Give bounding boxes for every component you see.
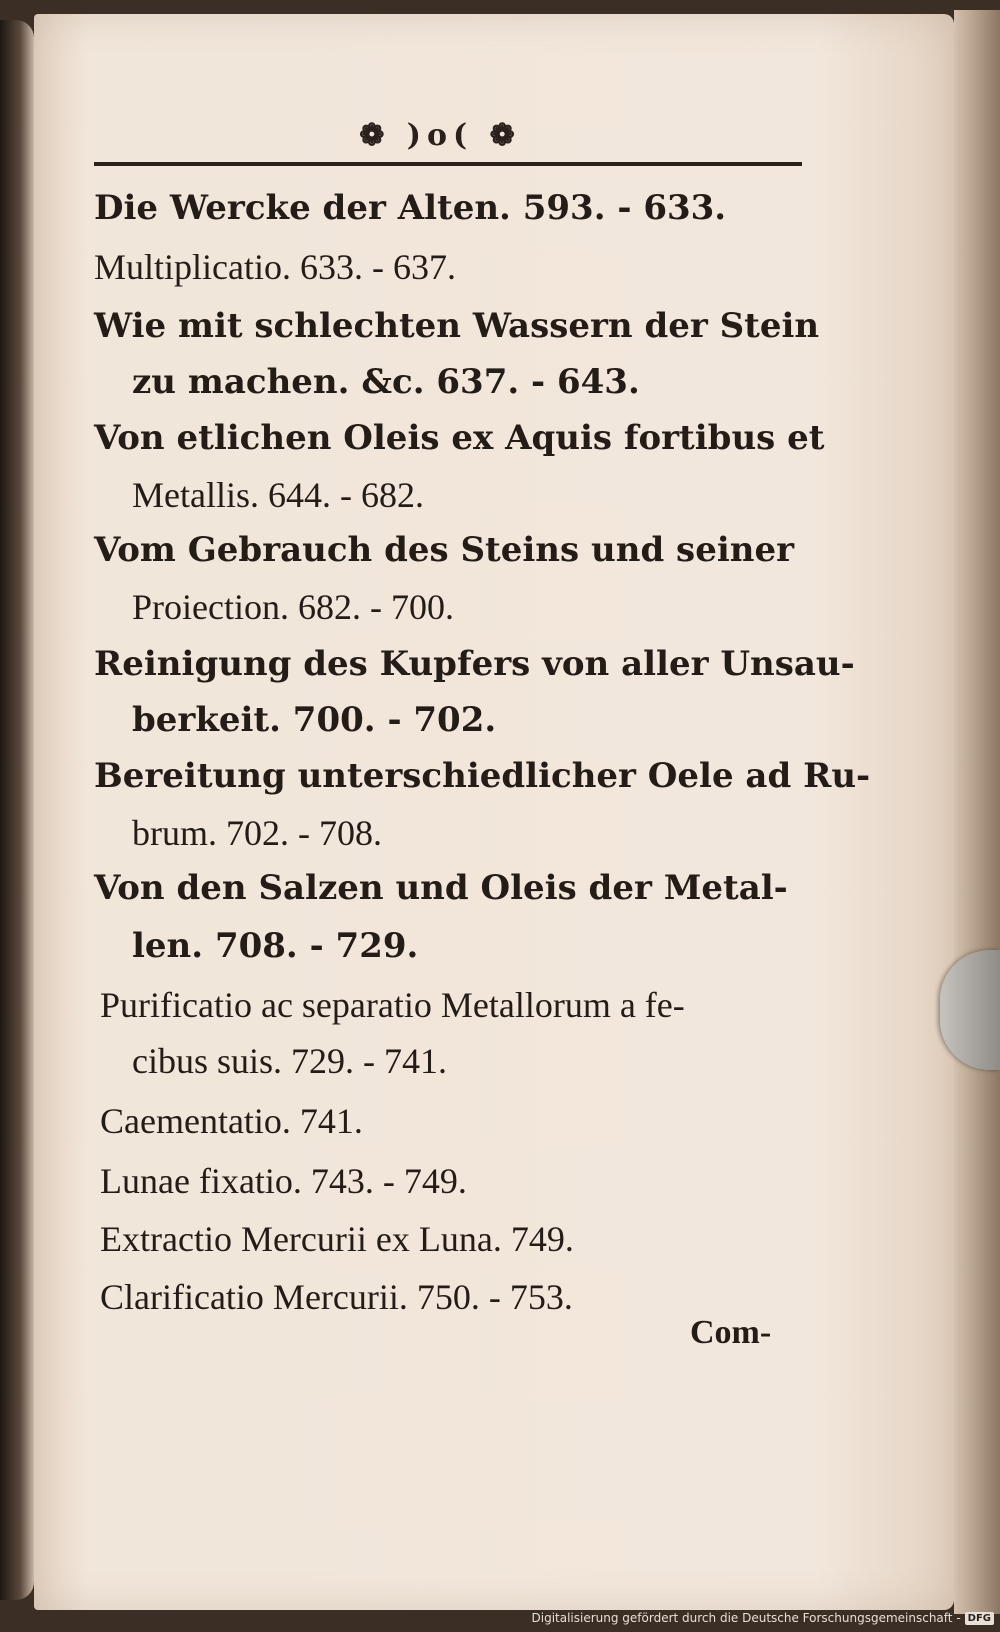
entry-line: Metallis. 644. - 682. xyxy=(132,475,424,515)
left-page-edge xyxy=(0,20,34,1600)
footer-credit xyxy=(532,1608,995,1628)
entry-line: Vom Gebrauch des Steins und seiner xyxy=(94,530,795,570)
entry-line: len. 708. - 729. xyxy=(132,926,419,966)
entry-line: Proiection. 682. - 700. xyxy=(132,587,454,627)
dfg-logo: DFG xyxy=(965,1612,994,1625)
entry-line: Wie mit schlechten Wassern der Stein xyxy=(94,306,820,346)
entry-line: Von den Salzen und Oleis der Metal- xyxy=(94,868,788,908)
entry-line: Reinigung des Kupfers von aller Unsau- xyxy=(94,644,855,684)
entry-line: berkeit. 700. - 702. xyxy=(132,700,497,740)
entry-line: Lunae fixatio. 743. - 749. xyxy=(100,1161,467,1201)
entry-line: Clarificatio Mercurii. 750. - 753. xyxy=(100,1277,573,1317)
entry-line: Extractio Mercurii ex Luna. 749. xyxy=(100,1219,574,1259)
catchword: Com- xyxy=(690,1314,772,1351)
entry-line: cibus suis. 729. - 741. xyxy=(132,1041,447,1081)
header-rule xyxy=(94,162,802,166)
entry-line: zu machen. &c. 637. - 643. xyxy=(132,362,640,402)
entry-line: Caementatio. 741. xyxy=(100,1101,363,1141)
footer-text: Digitalisierung gefördert durch die Deutsche Forschungsgemeinschaft - xyxy=(531,1611,961,1625)
entry-line: Multiplicatio. 633. - 637. xyxy=(94,247,456,287)
entry-line: Purificatio ac separatio Metallorum a fe- xyxy=(100,985,685,1025)
entry-line: Die Wercke der Alten. 593. - 633. xyxy=(94,188,727,228)
header-ornament: ❁ )o( ❁ xyxy=(359,118,521,153)
entry-line: Bereitung unterschiedlicher Oele ad Ru- xyxy=(94,756,871,796)
entry-line: brum. 702. - 708. xyxy=(132,813,382,853)
right-page-stack xyxy=(954,10,1000,1614)
entry-line: Von etlichen Oleis ex Aquis fortibus et xyxy=(94,418,825,458)
